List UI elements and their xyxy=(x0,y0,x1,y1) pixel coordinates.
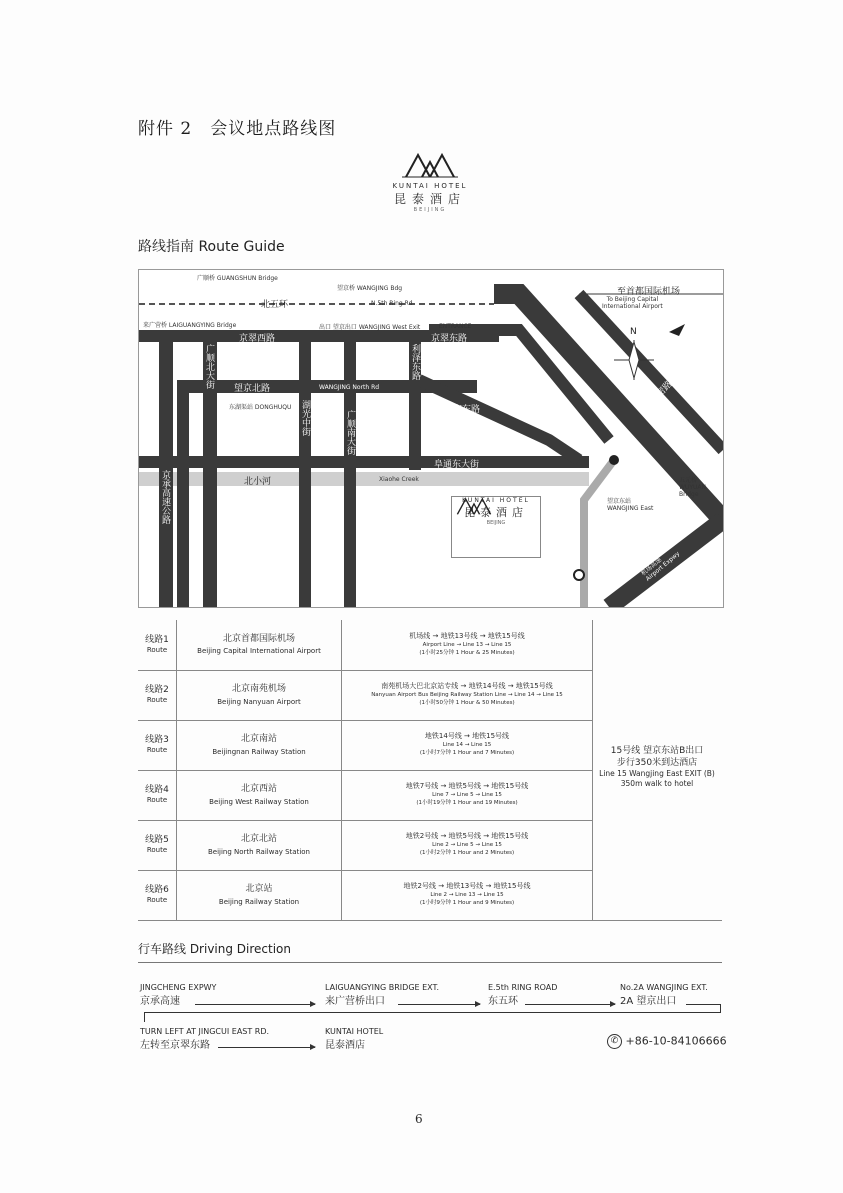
route-id-en: Route xyxy=(146,846,168,855)
drive-step-6-en: KUNTAI HOTEL xyxy=(325,1027,384,1036)
map-label-guangshun-s: 广顺南大街 xyxy=(345,410,355,455)
map-label-futong: 阜通东大街 xyxy=(434,460,480,470)
route-id-cell xyxy=(138,720,177,770)
drive-arrow-2 xyxy=(398,1004,480,1005)
map-label-wangjing-east: 望京东路 xyxy=(444,405,481,415)
route-line-cn: 机场线 → 地铁13号线 → 地铁15号线 xyxy=(409,632,525,641)
map-label-wuyuan: 五元桥 WUYUAN Bridge xyxy=(679,477,706,498)
drive-arrow-5 xyxy=(218,1047,315,1048)
map-label-jingcheng: 京承高速公路 xyxy=(160,470,170,524)
page-heading: 附件 2 会议地点路线图 xyxy=(138,119,337,139)
route-id-cn: 线路6 xyxy=(145,885,169,896)
map-label-north5-en: N.5th Ring Rd xyxy=(371,300,413,307)
route-lines-cell xyxy=(342,620,593,670)
airplane-icon xyxy=(669,324,685,336)
route-id-cn: 线路3 xyxy=(145,735,169,746)
map-hotel-logo-icon xyxy=(452,497,496,515)
route-id-cn: 线路5 xyxy=(145,835,169,846)
map-label-jingcui-w: 京翠西路 xyxy=(239,334,276,344)
drive-step-6-cn: 昆泰酒店 xyxy=(325,1040,365,1051)
drive-connector-back xyxy=(144,1012,721,1013)
route-id-cn: 线路4 xyxy=(145,785,169,796)
route-id-en: Route xyxy=(146,696,168,705)
drive-step-3-cn: 东五环 xyxy=(488,996,518,1007)
route-time: (1小时50分钟 1 Hour & 50 Minutes) xyxy=(419,699,515,706)
drive-connector-drop xyxy=(144,1012,145,1022)
route-from-cn: 北京站 xyxy=(245,884,273,894)
road-wangjing-east xyxy=(419,380,579,460)
map-label-north5-cn: 北五环 xyxy=(261,300,289,310)
phone-icon: ✆ xyxy=(607,1034,622,1049)
route-lines-cell xyxy=(342,820,593,870)
route-from-cn: 北京西站 xyxy=(240,784,277,794)
route-origin-cell xyxy=(177,620,342,670)
phone-line xyxy=(607,1034,727,1049)
map-label-jingmi: 京密路 xyxy=(648,379,675,406)
exit-note-en2: 350m walk to hotel xyxy=(620,779,694,789)
hotel-logo-sub: BEIJING xyxy=(413,207,447,213)
map-label-entrance: ENTRANCE xyxy=(439,323,472,330)
map-label-wangjing-n: 望京北路 xyxy=(234,384,271,394)
map-hotel-cn: 昆泰酒店 xyxy=(464,506,528,519)
route-origin-cell xyxy=(177,870,342,920)
route-id-cn: 线路2 xyxy=(145,685,169,696)
hotel-logo-icon xyxy=(400,152,460,178)
route-guide-title: 路线指南 Route Guide xyxy=(138,239,285,255)
route-id-en: Route xyxy=(146,896,168,905)
route-id-cell xyxy=(138,620,177,670)
map-label-airport-exp: 机场高速 Airport Expwy xyxy=(640,550,682,583)
route-time: (1小时7分钟 1 Hour and 7 Minutes) xyxy=(419,749,515,756)
drive-connector-down xyxy=(720,1004,721,1012)
route-from-cn: 北京北站 xyxy=(240,834,277,844)
route-from-cn: 北京首都国际机场 xyxy=(222,633,295,644)
route-id-en: Route xyxy=(146,796,168,805)
map-label-beixiaohe-en: Xiaohe Creek xyxy=(379,476,419,483)
drive-step-3-en: E.5th RING ROAD xyxy=(488,983,558,992)
page-number: 6 xyxy=(415,1112,423,1126)
drive-step-1-en: JINGCHENG EXPWY xyxy=(140,983,217,992)
route-lines-cell xyxy=(342,870,593,920)
drive-step-4-en: No.2A WANGJING EXT. xyxy=(620,983,708,992)
map-label-guangshun-n: 广顺北大街 xyxy=(204,344,214,389)
drive-step-5-cn: 左转至京翠东路 xyxy=(140,1040,210,1051)
map-hotel-logo xyxy=(451,496,541,558)
route-origin-cell xyxy=(177,820,342,870)
map-label-guangshun-bridge: 广顺桥 GUANGSHUN Bridge xyxy=(197,275,278,282)
drive-step-2-en: LAIGUANGYING BRIDGE EXT. xyxy=(325,983,439,992)
map-label-north: N xyxy=(630,327,637,337)
route-line-cn: 地铁2号线 → 地铁13号线 → 地铁15号线 xyxy=(403,882,531,891)
map-label-airport-en: To Beijing Capital International Airport xyxy=(602,296,663,310)
route-row xyxy=(138,620,722,670)
drive-step-1-cn: 京承高速 xyxy=(140,996,180,1007)
route-line-cn: 地铁2号线 → 地铁5号线 → 地铁15号线 xyxy=(405,832,529,841)
route-id-en: Route xyxy=(146,646,168,655)
route-time: (1小时2分钟 1 Hour and 2 Minutes) xyxy=(419,849,515,856)
exit-note-cn1: 15号线 望京东站B出口 xyxy=(610,746,704,756)
map-label-beixiaohe: 北小河 xyxy=(244,477,272,487)
route-from-cn: 北京南苑机场 xyxy=(231,684,286,694)
route-from-en: Beijing West Railway Station xyxy=(209,797,309,806)
map-label-laiguangying: 来广营桥 LAIGUANGYING Bridge xyxy=(143,322,237,329)
route-time: (1小时9分钟 1 Hour and 9 Minutes) xyxy=(419,899,515,906)
route-id-cell xyxy=(138,670,177,720)
road-west-1 xyxy=(177,380,189,607)
route-id-cell xyxy=(138,820,177,870)
route-time: (1小时25分钟 1 Hour & 25 Minutes) xyxy=(419,649,515,656)
map-label-airport-cn: 至首都国际机场 xyxy=(617,287,681,297)
route-id-cn: 线路1 xyxy=(145,634,169,645)
driving-divider xyxy=(138,962,722,963)
route-line-en: Airport Line → Line 13 → Line 15 xyxy=(422,641,512,648)
map-label-wangjing-bridge: 望京桥 WANGJING Bdg xyxy=(337,285,403,292)
route-lines-cell xyxy=(342,770,593,820)
route-id-cell xyxy=(138,870,177,920)
map-label-jingcui-e: 京翠东路 xyxy=(431,334,468,344)
route-origin-cell xyxy=(177,670,342,720)
drive-arrow-3 xyxy=(525,1004,615,1005)
exit-note-en1: Line 15 Wangjing East EXIT (B) xyxy=(599,769,715,779)
drive-arrow-1 xyxy=(195,1004,315,1005)
exit-note xyxy=(593,745,721,790)
route-from-en: Beijing Nanyuan Airport xyxy=(217,697,301,706)
drive-step-5-en: TURN LEFT AT JINGCUI EAST RD. xyxy=(140,1027,270,1036)
map-label-wangjing-n-en: WANGJING North Rd xyxy=(319,384,380,391)
hotel-logo-cn: 昆泰酒店 xyxy=(393,192,466,206)
road-wangjing-w xyxy=(299,330,311,607)
drive-step-2-cn: 来广营桥出口 xyxy=(325,996,385,1007)
route-from-en: Beijingnan Railway Station xyxy=(212,747,306,756)
route-line-cn: 南苑机场大巴北京站专线 → 地铁14号线 → 地铁15号线 xyxy=(381,682,553,691)
station-marker-2 xyxy=(574,570,584,580)
phone-number: +86-10-84106666 xyxy=(625,1034,727,1048)
route-line-en: Line 14 → Line 15 xyxy=(442,742,492,749)
road-jingcheng xyxy=(159,330,173,607)
drive-step-4-cn: 2A 望京出口 xyxy=(620,996,677,1007)
map-label-lize: 利泽东路 xyxy=(410,344,420,380)
drive-step-5 xyxy=(140,1026,269,1053)
route-map xyxy=(138,269,724,608)
driving-title: 行车路线 Driving Direction xyxy=(138,942,292,956)
route-line-en: Line 2 → Line 5 → Line 15 xyxy=(432,842,502,849)
route-from-en: Beijing Capital International Airport xyxy=(197,647,321,656)
route-from-en: Beijing Railway Station xyxy=(218,897,300,906)
map-label-hutuo: 湖光中街 xyxy=(300,400,310,436)
route-from-cn: 北京南站 xyxy=(240,734,277,744)
drive-step-6 xyxy=(325,1026,383,1053)
route-time: (1小时19分钟 1 Hour and 19 Minutes) xyxy=(416,799,518,806)
route-lines-cell xyxy=(342,720,593,770)
map-hotel-en: KUNTAI HOTEL xyxy=(462,497,530,504)
route-line-en: Line 7 → Line 5 → Line 15 xyxy=(432,792,502,799)
route-line-cn: 地铁14号线 → 地铁15号线 xyxy=(424,732,510,741)
hotel-logo-en: KUNTAI HOTEL xyxy=(392,182,468,190)
map-label-wangjing-east-station: 望京东站 WANGJING East xyxy=(607,498,654,512)
route-lines-cell xyxy=(342,670,593,720)
map-label-station: 东湖渠站 DONGHUQU xyxy=(229,404,292,411)
route-origin-cell xyxy=(177,770,342,820)
route-origin-cell xyxy=(177,720,342,770)
route-id-en: Route xyxy=(146,746,168,755)
hotel-logo xyxy=(380,152,480,213)
map-label-wangjing-exit: 出口 望京出口 WANGJING West Exit xyxy=(319,324,421,331)
station-marker xyxy=(609,455,619,465)
route-id-cell xyxy=(138,770,177,820)
map-hotel-sub: BEIJING xyxy=(486,520,506,526)
route-line-en: Line 2 → Line 13 → Line 15 xyxy=(430,892,504,899)
route-from-en: Beijing North Railway Station xyxy=(207,847,310,856)
route-line-en: Nanyuan Airport Bus Beijing Railway Station Line → Line 14 → Line 15 xyxy=(371,692,563,699)
drive-connector-right xyxy=(686,1004,720,1005)
exit-note-cn2: 步行350米到达酒店 xyxy=(616,758,698,769)
road-huguang xyxy=(344,330,356,607)
route-line-cn: 地铁7号线 → 地铁5号线 → 地铁15号线 xyxy=(405,782,529,791)
